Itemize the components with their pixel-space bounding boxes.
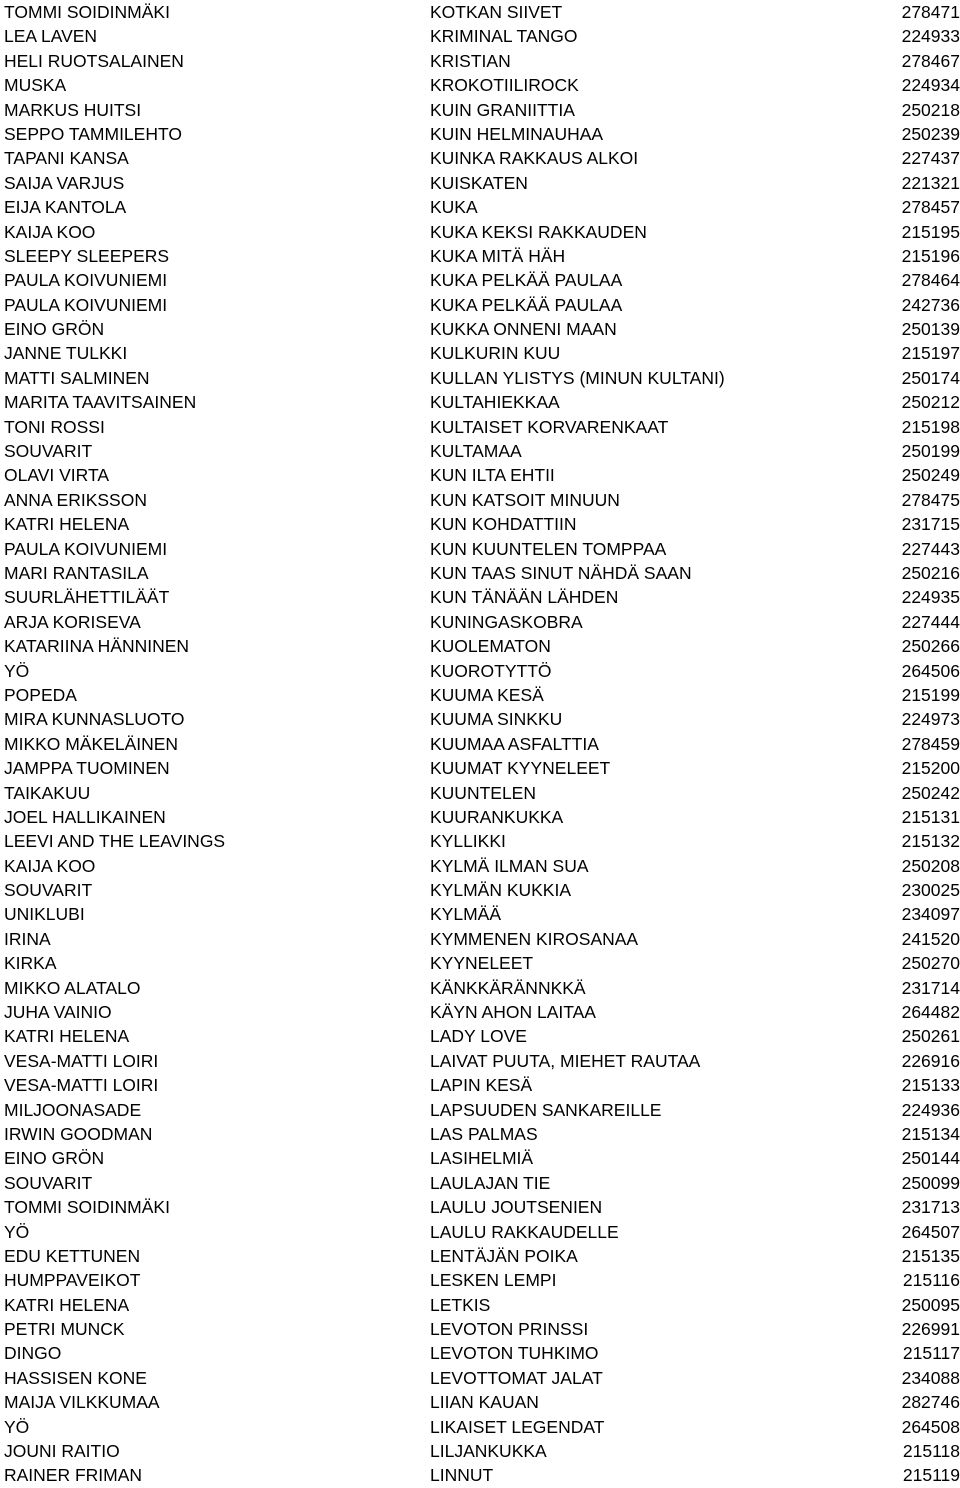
song-title: KYLMÄN KUKKIA (430, 880, 572, 901)
artist-name: PAULA KOIVUNIEMI (4, 294, 168, 315)
artist-name: KAIJA KOO (4, 855, 96, 876)
artist-name: RAINER FRIMAN (4, 1465, 143, 1486)
song-code: 250199 (901, 441, 960, 462)
song-title: KUN KOHDATTIIN (430, 514, 577, 535)
song-title: KUN TÄNÄÄN LÄHDEN (430, 587, 619, 608)
song-row (4, 220, 960, 244)
artist-name: ANNA ERIKSSON (4, 489, 147, 510)
artist-name: SUURLÄHETTILÄÄT (4, 587, 170, 608)
song-title: LIIAN KAUAN (430, 1392, 539, 1413)
artist-name: KATRI HELENA (4, 1294, 130, 1315)
artist-name: IRWIN GOODMAN (4, 1123, 153, 1144)
artist-name: SLEEPY SLEEPERS (4, 245, 170, 266)
song-code: 278459 (901, 733, 960, 754)
song-title: KYLMÄ ILMAN SUA (430, 855, 589, 876)
artist-name: DINGO (4, 1343, 62, 1364)
song-code: 250208 (901, 855, 960, 876)
artist-name: JANNE TULKKI (4, 343, 128, 364)
song-title: KULLAN YLISTYS (MINUN KULTANI) (430, 367, 725, 388)
artist-name: PETRI MUNCK (4, 1319, 125, 1340)
song-code: 282746 (901, 1392, 960, 1413)
song-title: LAULAJAN TIE (430, 1172, 551, 1193)
song-row (4, 1171, 960, 1195)
artist-name: YÖ (4, 660, 30, 681)
song-title: KUUMA SINKKU (430, 709, 563, 730)
song-row (4, 1244, 960, 1268)
artist-name: MIKKO MÄKELÄINEN (4, 733, 179, 754)
song-title: LAPSUUDEN SANKAREILLE (430, 1099, 662, 1120)
song-row (4, 683, 960, 707)
artist-name: TOMMI SOIDINMÄKI (4, 2, 170, 22)
song-row (4, 146, 960, 170)
song-code: 234097 (901, 904, 960, 925)
artist-name: MARITA TAAVITSAINEN (4, 392, 197, 413)
artist-name: MAIJA VILKKUMAA (4, 1392, 160, 1413)
song-code: 215134 (901, 1123, 960, 1144)
song-title: LAPIN KESÄ (430, 1075, 533, 1096)
song-title: KYLMÄÄ (430, 904, 501, 925)
song-code: 215117 (902, 1343, 960, 1364)
song-row (4, 951, 960, 975)
song-title: KUNINGASKOBRA (430, 611, 583, 632)
song-row (4, 829, 960, 853)
song-code: 250174 (901, 367, 960, 388)
song-title: KUUNTELEN (430, 782, 536, 803)
song-code: 234088 (901, 1367, 960, 1388)
song-row (4, 195, 960, 219)
song-row (4, 1220, 960, 1244)
song-title: KUKA KEKSI RAKKAUDEN (430, 221, 647, 242)
artist-name: KATRI HELENA (4, 514, 130, 535)
song-row (4, 1463, 960, 1487)
song-code: 231714 (901, 977, 960, 998)
song-code: 250095 (901, 1294, 960, 1315)
song-title: LAULU JOUTSENIEN (430, 1197, 603, 1218)
song-code: 215133 (901, 1075, 960, 1096)
artist-name: JUHA VAINIO (4, 1002, 112, 1023)
song-row (4, 1390, 960, 1414)
artist-name: VESA-MATTI LOIRI (4, 1050, 159, 1071)
artist-name: HELI RUOTSALAINEN (4, 50, 184, 71)
song-row (4, 98, 960, 122)
song-code: 224935 (901, 587, 960, 608)
song-title: LETKIS (430, 1294, 491, 1315)
artist-name: EINO GRÖN (4, 1148, 105, 1169)
song-code: 215196 (901, 245, 960, 266)
song-title: KYLLIKKI (430, 831, 506, 852)
song-row (4, 1146, 960, 1170)
song-code: 224934 (901, 75, 960, 96)
song-title: KUN TAAS SINUT NÄHDÄ SAAN (430, 562, 692, 583)
artist-name: VESA-MATTI LOIRI (4, 1075, 159, 1096)
song-title: LEVOTON PRINSSI (430, 1319, 589, 1340)
song-row (4, 0, 960, 24)
song-row (4, 927, 960, 951)
song-code: 224936 (901, 1099, 960, 1120)
song-row (4, 1341, 960, 1365)
song-title: KUKA MITÄ HÄH (430, 245, 566, 266)
song-code: 250261 (901, 1026, 960, 1047)
song-code: 250212 (901, 392, 960, 413)
song-title: KUISKATEN (430, 172, 528, 193)
song-row (4, 585, 960, 609)
song-code: 226916 (901, 1050, 960, 1071)
song-code: 278467 (901, 50, 960, 71)
song-code: 250216 (901, 562, 960, 583)
artist-name: UNIKLUBI (4, 904, 85, 925)
song-code: 227444 (901, 611, 960, 632)
song-title: KUKA (430, 197, 478, 218)
song-row (4, 878, 960, 902)
song-row (4, 366, 960, 390)
song-title: KUIN GRANIITTIA (430, 99, 575, 120)
artist-name: OLAVI VIRTA (4, 465, 110, 486)
artist-name: EDU KETTUNEN (4, 1245, 141, 1266)
song-title: KROKOTIILIROCK (430, 75, 579, 96)
song-code: 250099 (901, 1172, 960, 1193)
song-code: 221321 (901, 172, 960, 193)
song-row (4, 1073, 960, 1097)
song-row (4, 1000, 960, 1024)
song-title: KUKA PELKÄÄ PAULAA (430, 270, 623, 291)
song-row (4, 1049, 960, 1073)
song-row (4, 902, 960, 926)
song-title: LAS PALMAS (430, 1123, 538, 1144)
song-title: KUOLEMATON (430, 636, 551, 657)
song-code: 215135 (901, 1245, 960, 1266)
song-code: 215198 (901, 416, 960, 437)
song-row (4, 415, 960, 439)
song-title: KRIMINAL TANGO (430, 26, 578, 47)
song-row (4, 1439, 960, 1463)
artist-name: YÖ (4, 1416, 30, 1437)
song-title: KUUMAT KYYNELEET (430, 758, 611, 779)
song-code: 278457 (901, 197, 960, 218)
song-title: KUN ILTA EHTII (430, 465, 555, 486)
song-code: 250266 (901, 636, 960, 657)
song-code: 278471 (901, 2, 960, 22)
song-title: LEVOTTOMAT JALAT (430, 1367, 603, 1388)
song-title: KÄYN AHON LAITAA (430, 1002, 596, 1023)
song-code: 215131 (901, 806, 960, 827)
song-title: KRISTIAN (430, 50, 511, 71)
song-row (4, 341, 960, 365)
artist-name: MIRA KUNNASLUOTO (4, 709, 185, 730)
song-title: LILJANKUKKA (430, 1441, 547, 1462)
song-code: 264506 (901, 660, 960, 681)
song-code: 250144 (901, 1148, 960, 1169)
song-title: LINNUT (430, 1465, 494, 1486)
artist-name: MILJOONASADE (4, 1099, 142, 1120)
artist-name: EINO GRÖN (4, 319, 105, 340)
artist-name: EIJA KANTOLA (4, 197, 127, 218)
song-code: 215119 (902, 1465, 960, 1486)
artist-name: KAIJA KOO (4, 221, 96, 242)
song-row (4, 122, 960, 146)
song-title: KOTKAN SIIVET (430, 2, 563, 22)
artist-name: KATRI HELENA (4, 1026, 130, 1047)
song-row (4, 1317, 960, 1341)
song-row (4, 268, 960, 292)
song-code: 215132 (901, 831, 960, 852)
song-row (4, 1268, 960, 1292)
artist-name: SEPPO TAMMILEHTO (4, 123, 182, 144)
song-row (4, 805, 960, 829)
song-code: 224933 (901, 26, 960, 47)
artist-name: HUMPPAVEIKOT (4, 1270, 141, 1291)
artist-name: LEA LAVEN (4, 26, 98, 47)
song-code: 227437 (901, 148, 960, 169)
artist-name: SOUVARIT (4, 441, 93, 462)
song-row (4, 49, 960, 73)
song-code: 215195 (901, 221, 960, 242)
song-row (4, 781, 960, 805)
artist-name: JOUNI RAITIO (4, 1441, 120, 1462)
song-code: 227443 (901, 538, 960, 559)
song-row (4, 512, 960, 536)
song-row (4, 756, 960, 780)
song-title: LAIVAT PUUTA, MIEHET RAUTAA (430, 1050, 701, 1071)
song-title: LASIHELMIÄ (430, 1148, 534, 1169)
song-title: LADY LOVE (430, 1026, 527, 1047)
song-title: KULTAMAA (430, 441, 522, 462)
song-code: 224973 (901, 709, 960, 730)
song-title: LEVOTON TUHKIMO (430, 1343, 599, 1364)
song-code: 215116 (902, 1270, 960, 1291)
artist-name: SAIJA VARJUS (4, 172, 125, 193)
song-title: LESKEN LEMPI (430, 1270, 557, 1291)
artist-name: POPEDA (4, 684, 77, 705)
song-title: KUURANKUKKA (430, 806, 564, 827)
song-row (4, 317, 960, 341)
song-row (4, 561, 960, 585)
song-row (4, 293, 960, 317)
song-row (4, 1366, 960, 1390)
song-code: 215197 (901, 343, 960, 364)
song-code: 264482 (901, 1002, 960, 1023)
artist-name: MARKUS HUITSI (4, 99, 142, 120)
song-code: 231713 (901, 1197, 960, 1218)
song-code: 250139 (901, 319, 960, 340)
artist-name: IRINA (4, 928, 51, 949)
song-row (4, 707, 960, 731)
song-row (4, 463, 960, 487)
song-title: KUIN HELMINAUHAA (430, 123, 604, 144)
song-code: 278475 (901, 489, 960, 510)
song-code: 250239 (901, 123, 960, 144)
song-title: KUKKA ONNENI MAAN (430, 319, 617, 340)
song-title: KUUMA KESÄ (430, 684, 544, 705)
song-title: KULTAISET KORVARENKAAT (430, 416, 669, 437)
artist-name: MIKKO ALATALO (4, 977, 141, 998)
song-title: KÄNKKÄRÄNNKKÄ (430, 977, 586, 998)
song-row (4, 244, 960, 268)
song-code: 250249 (901, 465, 960, 486)
artist-name: PAULA KOIVUNIEMI (4, 538, 168, 559)
song-row (4, 854, 960, 878)
song-row (4, 634, 960, 658)
song-title: KUN KATSOIT MINUUN (430, 489, 620, 510)
song-row (4, 390, 960, 414)
artist-name: TAIKAKUU (4, 782, 91, 803)
song-row (4, 488, 960, 512)
song-code: 215118 (902, 1441, 960, 1462)
song-code: 241520 (901, 928, 960, 949)
artist-name: LEEVI AND THE LEAVINGS (4, 831, 226, 852)
artist-name: TOMMI SOIDINMÄKI (4, 1197, 170, 1218)
artist-name: SOUVARIT (4, 880, 93, 901)
song-list (4, 0, 960, 1488)
artist-name: TONI ROSSI (4, 416, 105, 437)
artist-name: MUSKA (4, 75, 67, 96)
song-row (4, 1415, 960, 1439)
artist-name: TAPANI KANSA (4, 148, 129, 169)
song-row (4, 659, 960, 683)
artist-name: SOUVARIT (4, 1172, 93, 1193)
song-row (4, 537, 960, 561)
artist-name: HASSISEN KONE (4, 1367, 147, 1388)
artist-name: PAULA KOIVUNIEMI (4, 270, 168, 291)
artist-name: KATARIINA HÄNNINEN (4, 636, 190, 657)
song-title: KUINKA RAKKAUS ALKOI (430, 148, 639, 169)
song-code: 264508 (901, 1416, 960, 1437)
artist-name: JOEL HALLIKAINEN (4, 806, 166, 827)
song-code: 231715 (901, 514, 960, 535)
song-title: KYYNELEET (430, 953, 534, 974)
song-row (4, 1122, 960, 1146)
song-title: KUN KUUNTELEN TOMPPAA (430, 538, 667, 559)
artist-name: MATTI SALMINEN (4, 367, 150, 388)
song-row (4, 610, 960, 634)
song-row (4, 171, 960, 195)
song-row (4, 732, 960, 756)
song-code: 250270 (901, 953, 960, 974)
song-title: KUUMAA ASFALTTIA (430, 733, 599, 754)
song-row (4, 976, 960, 1000)
song-code: 215200 (901, 758, 960, 779)
song-row (4, 1195, 960, 1219)
song-code: 230025 (901, 880, 960, 901)
song-row (4, 1293, 960, 1317)
artist-name: ARJA KORISEVA (4, 611, 141, 632)
song-title: KYMMENEN KIROSANAA (430, 928, 639, 949)
song-code: 264507 (901, 1221, 960, 1242)
artist-name: JAMPPA TUOMINEN (4, 758, 170, 779)
song-code: 250218 (901, 99, 960, 120)
song-row (4, 439, 960, 463)
song-title: KULKURIN KUU (430, 343, 561, 364)
song-title: LIKAISET LEGENDAT (430, 1416, 605, 1437)
song-title: KUOROTYTTÖ (430, 660, 552, 681)
song-title: LENTÄJÄN POIKA (430, 1245, 578, 1266)
song-row (4, 73, 960, 97)
song-code: 242736 (901, 294, 960, 315)
song-title: LAULU RAKKAUDELLE (430, 1221, 619, 1242)
song-code: 226991 (901, 1319, 960, 1340)
artist-name: KIRKA (4, 953, 57, 974)
song-title: KUKA PELKÄÄ PAULAA (430, 294, 623, 315)
song-code: 215199 (901, 684, 960, 705)
song-row (4, 24, 960, 48)
artist-name: MARI RANTASILA (4, 562, 149, 583)
song-row (4, 1024, 960, 1048)
song-code: 278464 (901, 270, 960, 291)
artist-name: YÖ (4, 1221, 30, 1242)
song-row (4, 1098, 960, 1122)
song-code: 250242 (901, 782, 960, 803)
song-title: KULTAHIEKKAA (430, 392, 560, 413)
